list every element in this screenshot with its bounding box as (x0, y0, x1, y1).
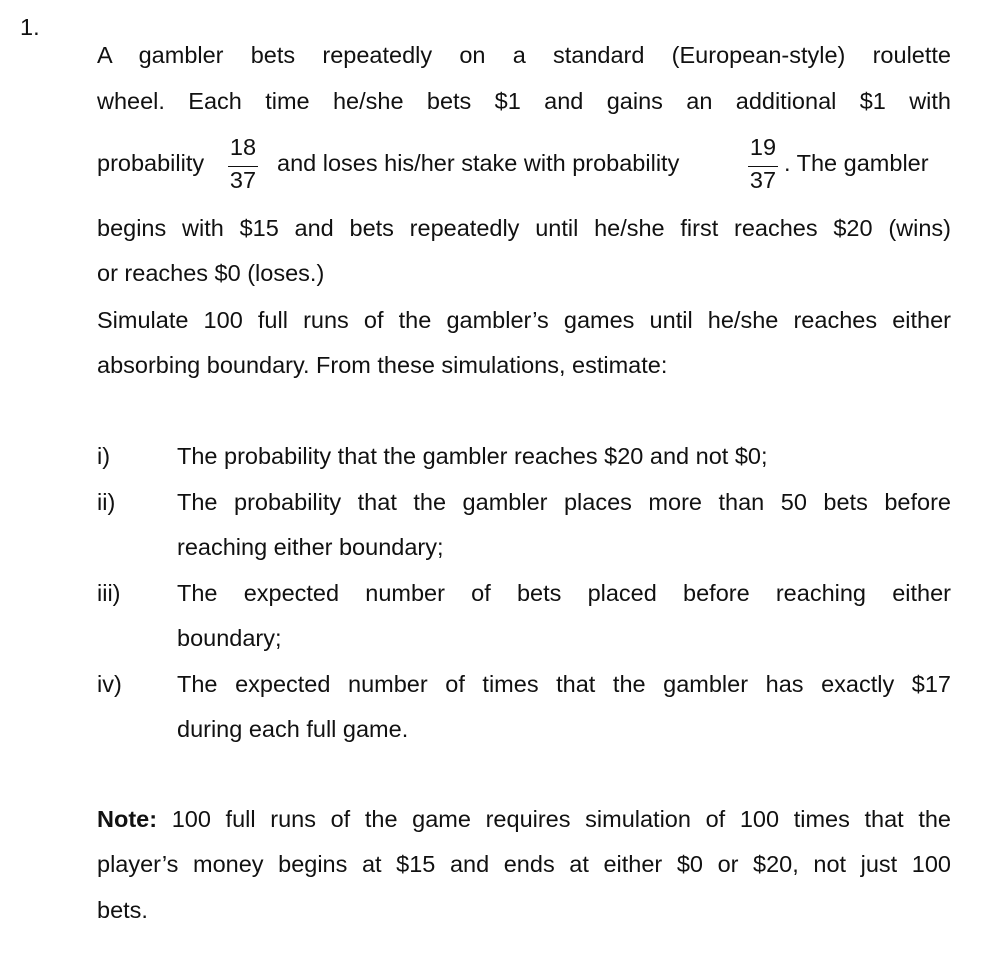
note-line-3: bets. (97, 897, 148, 923)
item-label-i: i) (97, 443, 111, 469)
intro-line-3-part-3: . The gambler (784, 150, 929, 176)
question-number: 1. (20, 14, 40, 40)
item-i-line-1: The probability that the gambler reaches $20 and not $0; (177, 443, 768, 469)
intro-line-3-part-1: probability (97, 150, 205, 176)
fraction-lose-probability (746, 134, 780, 198)
note-label: Note: (97, 806, 158, 832)
fraction-win-probability (226, 134, 260, 198)
item-ii-line-1: The probability that the gambler places more than 50 bets before (177, 489, 951, 515)
intro-line-4: begins with $15 and bets repeatedly until he/she first reaches $20 (wins) (97, 215, 951, 241)
item-iii-line-2: boundary; (177, 625, 282, 651)
item-iii-line-1: The expected number of bets placed before reaching either (177, 580, 951, 606)
note-line-1 (97, 806, 951, 833)
intro-line-1: A gambler bets repeatedly on a standard (European-style) roulette (97, 42, 951, 68)
intro-line-5: or reaches $0 (loses.) (97, 260, 325, 286)
item-label-iv: iv) (97, 671, 122, 697)
intro-line-3-part-2: and loses his/her stake with probability (277, 150, 680, 176)
item-label-iii: iii) (97, 580, 121, 606)
fraction-win-denominator: 37 (229, 167, 257, 193)
intro-line-3 (97, 134, 951, 198)
intro-line-6: Simulate 100 full runs of the gambler’s games until he/she reaches either (97, 307, 951, 333)
item-label-ii: ii) (97, 489, 116, 515)
fraction-win-numerator: 18 (229, 134, 257, 160)
note-line-1-text: 100 full runs of the game requires simulation of 100 times that the (171, 806, 951, 832)
item-iv-line-2: during each full game. (177, 716, 409, 742)
note-line-2: player’s money begins at $15 and ends at either $0 or $20, not just 100 (97, 851, 951, 877)
intro-line-2: wheel. Each time he/she bets $1 and gains an additional $1 with (97, 88, 951, 114)
item-ii-line-2: reaching either boundary; (177, 534, 444, 560)
item-iv-line-1: The expected number of times that the gambler has exactly $17 (177, 671, 951, 697)
fraction-lose-denominator: 37 (749, 167, 777, 193)
fraction-lose-numerator: 19 (749, 134, 777, 160)
intro-line-7: absorbing boundary. From these simulations, estimate: (97, 352, 668, 378)
